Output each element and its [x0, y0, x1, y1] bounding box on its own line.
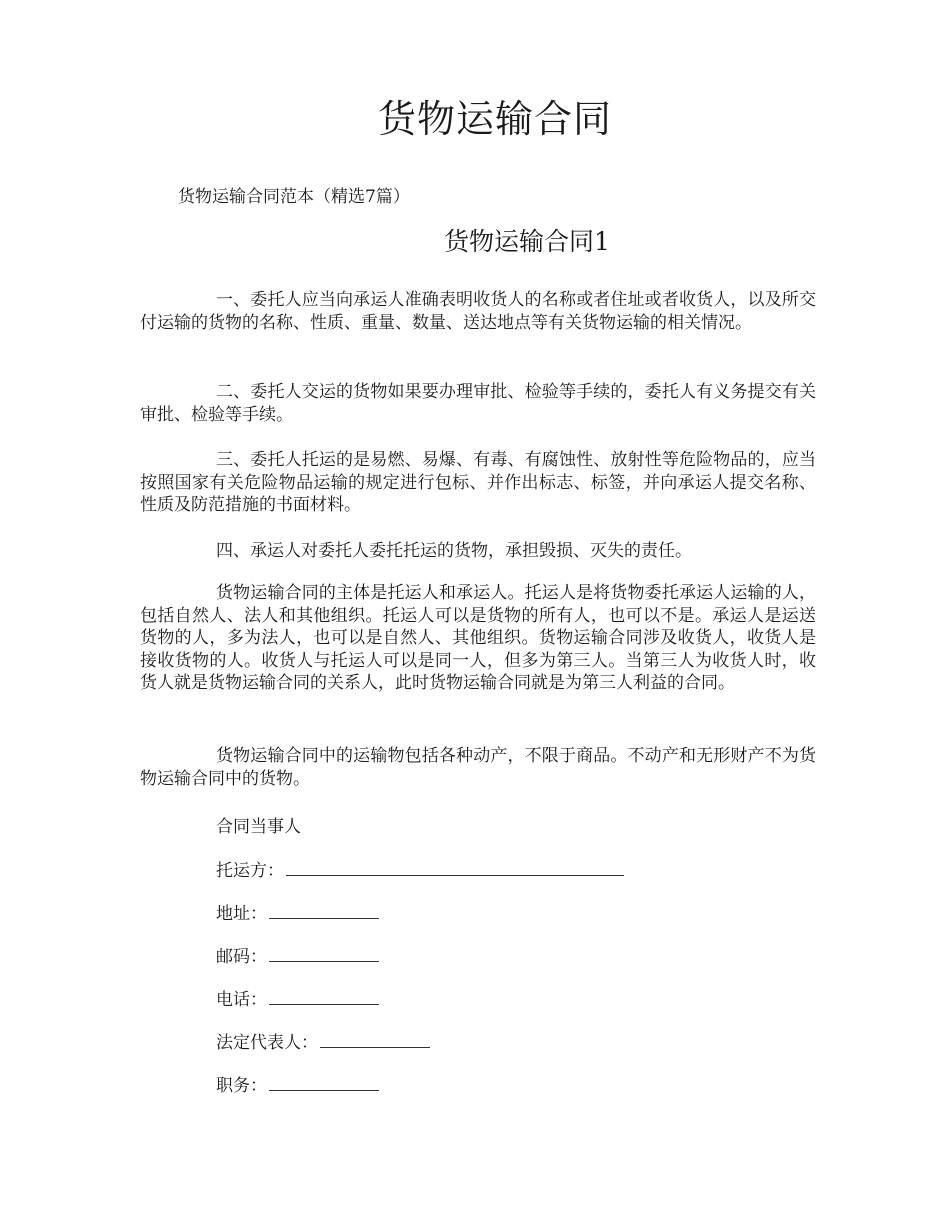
paragraph-5: 货物运输合同的主体是托运人和承运人。托运人是将货物委托承运人运输的人，包括自然人、法人和其他组织。托运人可以是货物的所有人，也可以不是。承运人是运送货物的人，多为法人，也可以是自然人、其他组织。货物运输合同涉及收货人，收货人是接收货物的人。收货人与托运人可以是同一人，但多为第三人。当第三人为收货人时，收货人就是货物运输合同的关系人，此时货物运输合同就是为第三人利益的合同。 — [140, 583, 816, 693]
field-address — [216, 900, 379, 927]
field-shipper — [216, 857, 624, 884]
field-legal-rep-blank[interactable] — [320, 1029, 430, 1048]
section-title: 货物运输合同1 — [444, 227, 610, 256]
field-position — [216, 1072, 379, 1099]
field-shipper-blank[interactable] — [286, 857, 624, 876]
paragraph-3: 三、委托人托运的是易燃、易爆、有毒、有腐蚀性、放射性等危险物品的，应当按照国家有关危险物品运输的规定进行包标、并作出标志、标签，并向承运人提交名称、性质及防范措施的书面材料。 — [140, 450, 816, 515]
document-title: 货物运输合同 — [377, 97, 612, 141]
field-legal-rep — [216, 1029, 430, 1056]
paragraph-6: 货物运输合同中的运输物包括各种动产，不限于商品。不动产和无形财产不为货物运输合同中的货物。 — [140, 746, 816, 789]
field-legal-rep-label: 法定代表人： — [216, 1033, 318, 1053]
field-position-label: 职务： — [216, 1076, 267, 1096]
field-postcode-label: 邮码： — [216, 947, 267, 967]
document-subtitle: 货物运输合同范本（精选7篇） — [178, 187, 410, 207]
field-address-label: 地址： — [216, 904, 267, 924]
field-shipper-label: 托运方： — [216, 861, 284, 881]
field-phone — [216, 986, 379, 1013]
field-phone-blank[interactable] — [269, 986, 379, 1005]
paragraph-1: 一、委托人应当向承运人准确表明收货人的名称或者住址或者收货人，以及所交付运输的货物的名称、性质、重量、数量、送达地点等有关货物运输的相关情况。 — [140, 290, 816, 333]
paragraph-2: 二、委托人交运的货物如果要办理审批、检验等手续的，委托人有义务提交有关审批、检验等手续。 — [140, 382, 816, 425]
field-postcode-blank[interactable] — [269, 943, 379, 962]
field-postcode — [216, 943, 379, 970]
parties-heading: 合同当事人 — [216, 817, 301, 837]
paragraph-4: 四、承运人对委托人委托托运的货物，承担毁损、灭失的责任。 — [216, 541, 692, 561]
field-address-blank[interactable] — [269, 900, 379, 919]
field-phone-label: 电话： — [216, 990, 267, 1010]
field-position-blank[interactable] — [269, 1072, 379, 1091]
